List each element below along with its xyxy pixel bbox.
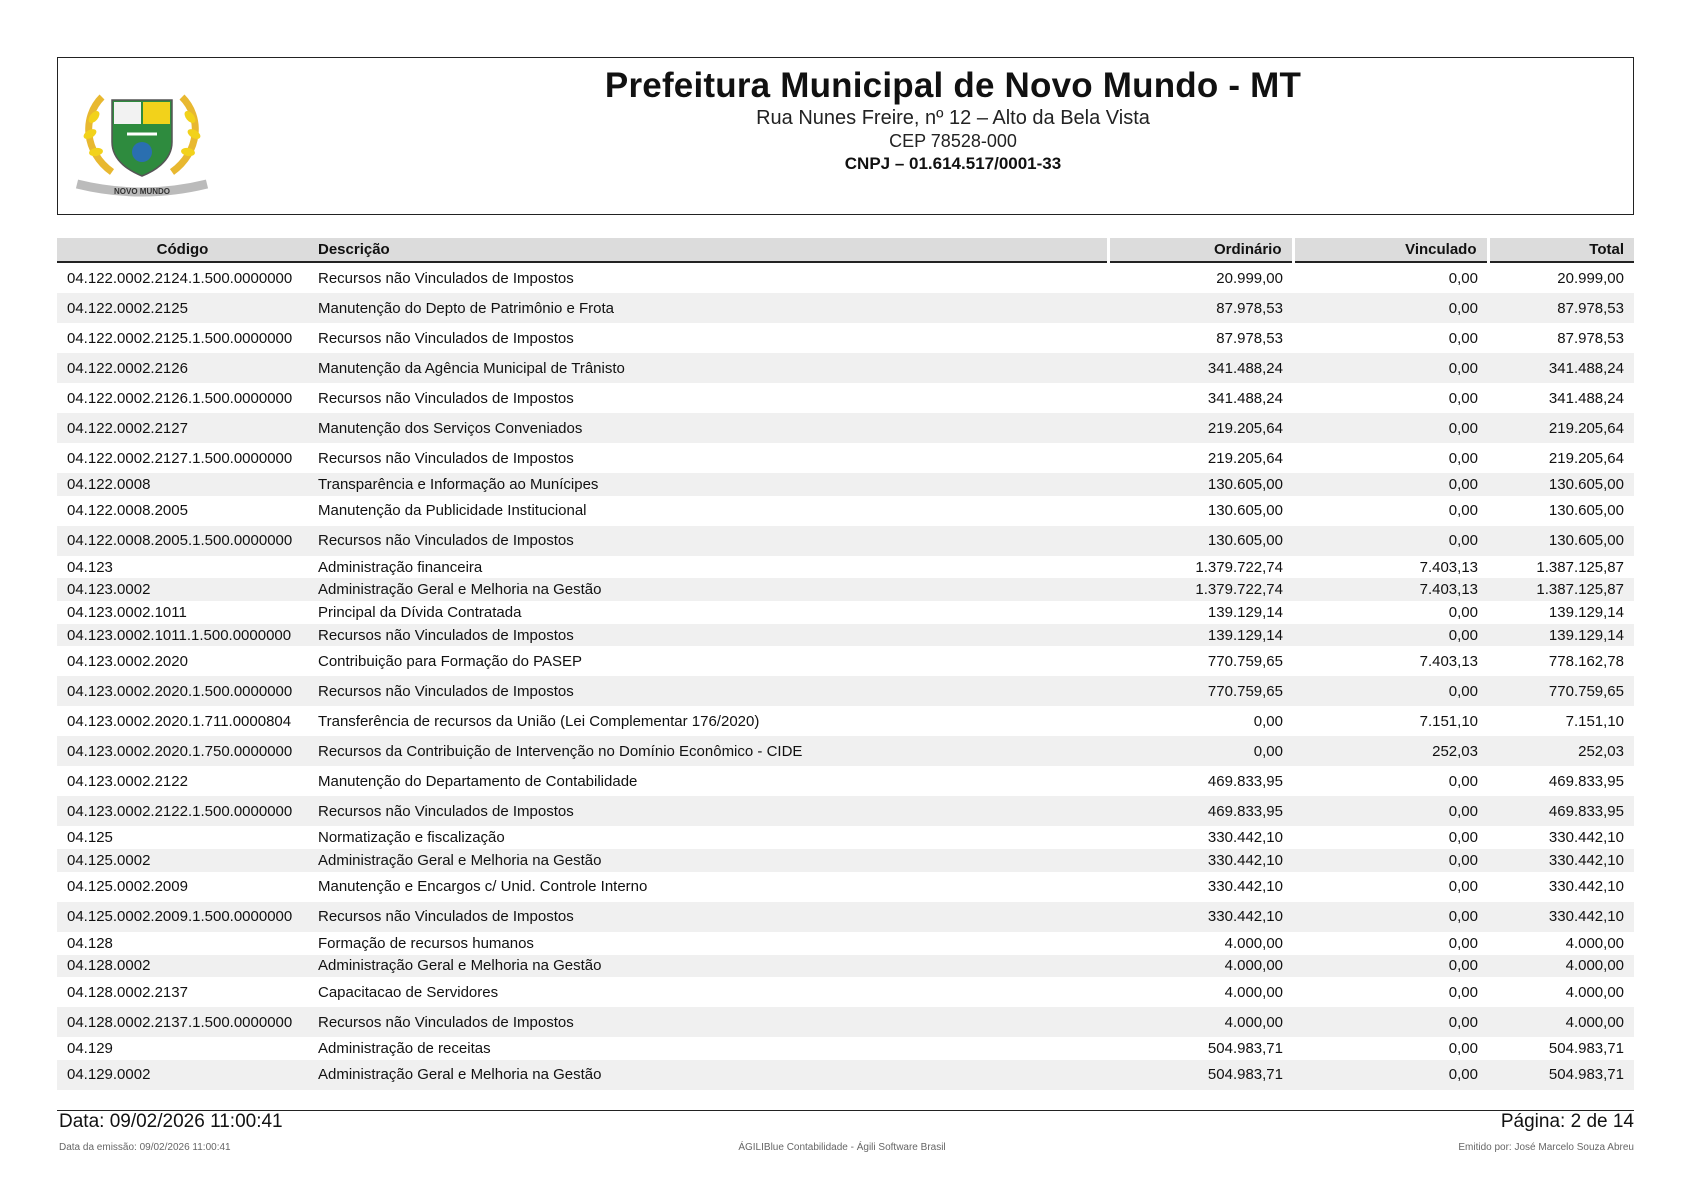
cell-vinculado: 7.403,13 (1419, 558, 1478, 576)
table-row (57, 955, 1634, 978)
footer-divider (57, 1110, 1634, 1111)
cell-total: 130.605,00 (1488, 473, 1634, 496)
cell-ordinario: 219.205,64 (1108, 413, 1293, 443)
address: Rua Nunes Freire, nº 12 – Alto da Bela Vista (756, 107, 1150, 129)
footer-date: Data: 09/02/2026 11:00:41 (59, 1111, 283, 1132)
cell-ordinario: 469.833,95 (1108, 796, 1293, 826)
cell-descricao: Recursos não Vinculados de Impostos (318, 389, 574, 407)
cell-codigo: 04.123.0002.2020.1.711.0000804 (67, 712, 292, 730)
cell-total: 1.387.125,87 (1488, 578, 1634, 601)
cell-descricao: Recursos não Vinculados de Impostos (308, 902, 1108, 932)
footer-emission-date: Data da emissão: 09/02/2026 11:00:41 (59, 1142, 231, 1153)
col-header-codigo: Código (57, 238, 308, 262)
cell-descricao: Recursos não Vinculados de Impostos (308, 676, 1108, 706)
budget-table (57, 238, 1634, 1090)
report-header (57, 57, 1634, 215)
cell-total: 469.833,95 (1548, 772, 1624, 790)
cell-ordinario: 770.759,65 (1207, 652, 1283, 670)
cell-descricao: Transparência e Informação ao Munícipes (308, 473, 1108, 496)
cell-vinculado: 0,00 (1293, 1060, 1488, 1090)
cell-ordinario: 139.129,14 (1207, 603, 1283, 621)
cell-descricao: Manutenção e Encargos c/ Unid. Controle Interno (318, 878, 648, 896)
cell-ordinario: 4.000,00 (1108, 1007, 1293, 1037)
table-row (57, 977, 1634, 1007)
cell-codigo: 04.122.0002.2125.1.500.0000000 (67, 329, 293, 347)
cell-codigo: 04.128.0002 (57, 955, 308, 978)
cell-total: 4.000,00 (1565, 934, 1624, 952)
cell-ordinario: 1.379.722,74 (1195, 558, 1283, 576)
cell-vinculado: 7.403,13 (1293, 578, 1488, 601)
cell-ordinario: 330.442,10 (1207, 878, 1283, 896)
cell-total: 330.442,10 (1488, 902, 1634, 932)
cell-descricao: Manutenção do Departamento de Contabilidade (318, 772, 638, 790)
cell-vinculado: 0,00 (1293, 955, 1488, 978)
cell-total: 87.978,53 (1557, 329, 1624, 347)
cell-ordinario: 330.442,10 (1207, 829, 1283, 847)
cell-vinculado: 7.403,13 (1419, 652, 1478, 670)
cell-ordinario: 770.759,65 (1108, 676, 1293, 706)
cell-codigo: 04.122.0002.2124.1.500.0000000 (67, 269, 293, 287)
cell-total: 4.000,00 (1488, 955, 1634, 978)
cell-total: 330.442,10 (1488, 849, 1634, 872)
cell-total: 1.387.125,87 (1536, 558, 1624, 576)
svg-text:NOVO MUNDO: NOVO MUNDO (114, 187, 170, 196)
cell-codigo: 04.125.0002.2009 (67, 878, 188, 896)
cell-descricao: Recursos da Contribuição de Intervenção no Domínio Econômico - CIDE (308, 736, 1108, 766)
cell-vinculado: 0,00 (1293, 353, 1488, 383)
cell-vinculado: 0,00 (1293, 526, 1488, 556)
cell-vinculado: 0,00 (1448, 772, 1478, 790)
cell-codigo: 04.122.0002.2127.1.500.0000000 (67, 449, 293, 467)
cell-codigo: 04.125 (67, 829, 113, 847)
cell-ordinario: 130.605,00 (1108, 473, 1293, 496)
cell-codigo: 04.123.0002.2020 (67, 652, 188, 670)
footer-issued-by: Emitido por: José Marcelo Souza Abreu (1458, 1142, 1634, 1153)
cell-codigo: 04.123.0002.2122 (67, 772, 188, 790)
cell-vinculado: 252,03 (1293, 736, 1488, 766)
cell-vinculado: 0,00 (1448, 983, 1478, 1001)
cell-codigo: 04.123.0002.1011 (67, 603, 187, 621)
cell-total: 4.000,00 (1488, 1007, 1634, 1037)
cell-codigo: 04.122.0008 (57, 473, 308, 496)
cell-codigo: 04.122.0002.2126.1.500.0000000 (67, 389, 293, 407)
cell-ordinario: 504.983,71 (1207, 1040, 1283, 1058)
table-header-row (57, 238, 1634, 262)
cell-codigo: 04.125.0002 (57, 849, 308, 872)
cell-total: 504.983,71 (1548, 1040, 1624, 1058)
cell-ordinario: 130.605,00 (1207, 502, 1283, 520)
cell-codigo: 04.122.0002.2127 (57, 413, 308, 443)
table-row (57, 676, 1634, 706)
cell-ordinario: 330.442,10 (1108, 902, 1293, 932)
cell-ordinario: 87.978,53 (1216, 329, 1283, 347)
table-row (57, 601, 1634, 624)
cell-descricao: Recursos não Vinculados de Impostos (308, 624, 1108, 647)
cell-total: 130.605,00 (1548, 502, 1624, 520)
cell-codigo: 04.122.0002.2126 (57, 353, 308, 383)
cell-total: 87.978,53 (1488, 293, 1634, 323)
cell-codigo: 04.128.0002.2137 (67, 983, 188, 1001)
cell-ordinario: 130.605,00 (1108, 526, 1293, 556)
cell-codigo: 04.123.0002.1011.1.500.0000000 (57, 624, 308, 647)
table-row (57, 383, 1634, 413)
cell-vinculado: 0,00 (1293, 624, 1488, 647)
cell-descricao: Principal da Dívida Contratada (318, 603, 522, 621)
cell-descricao: Recursos não Vinculados de Impostos (318, 269, 574, 287)
cell-codigo: 04.123.0002.2020.1.500.0000000 (57, 676, 308, 706)
cell-total: 770.759,65 (1488, 676, 1634, 706)
cell-total: 7.151,10 (1565, 712, 1624, 730)
cell-codigo: 04.123 (67, 558, 113, 576)
cell-descricao: Administração financeira (318, 558, 483, 576)
cell-total: 139.129,14 (1548, 603, 1624, 621)
cell-ordinario: 504.983,71 (1108, 1060, 1293, 1090)
cell-descricao: Recursos não Vinculados de Impostos (308, 1007, 1108, 1037)
cell-ordinario: 139.129,14 (1108, 624, 1293, 647)
cell-vinculado: 0,00 (1293, 849, 1488, 872)
table-row (57, 496, 1634, 526)
col-header-vinculado: Vinculado (1293, 238, 1488, 262)
cell-total: 219.205,64 (1548, 449, 1624, 467)
cell-vinculado: 0,00 (1448, 603, 1478, 621)
cell-vinculado: 0,00 (1293, 796, 1488, 826)
report-title: Prefeitura Municipal de Novo Mundo - MT (604, 66, 1302, 105)
cell-descricao: Manutenção da Publicidade Institucional (318, 502, 587, 520)
cell-total: 130.605,00 (1488, 526, 1634, 556)
col-header-descricao: Descrição (308, 238, 1108, 262)
cell-ordinario: 0,00 (1108, 736, 1293, 766)
cell-total: 4.000,00 (1565, 983, 1624, 1001)
cell-vinculado: 0,00 (1293, 293, 1488, 323)
footer-software: ÁGILIBlue Contabilidade - Ágili Software Brasil (738, 1142, 946, 1153)
table-row (57, 473, 1634, 496)
cell-codigo: 04.122.0008.2005 (67, 502, 188, 520)
cell-ordinario: 341.488,24 (1207, 389, 1283, 407)
table-row (57, 323, 1634, 353)
cell-vinculado: 0,00 (1448, 502, 1478, 520)
cell-total: 341.488,24 (1488, 353, 1634, 383)
cell-total: 330.442,10 (1548, 878, 1624, 896)
table-row (57, 646, 1634, 676)
cell-vinculado: 0,00 (1448, 449, 1478, 467)
cell-ordinario: 341.488,24 (1108, 353, 1293, 383)
cell-ordinario: 4.000,00 (1224, 934, 1283, 952)
cell-codigo: 04.129 (67, 1040, 113, 1058)
cep: CEP 78528-000 (889, 131, 1017, 151)
cell-codigo: 04.125.0002.2009.1.500.0000000 (57, 902, 308, 932)
cell-ordinario: 20.999,00 (1216, 269, 1283, 287)
cell-total: 778.162,78 (1548, 652, 1624, 670)
cell-descricao: Normatização e fiscalização (318, 829, 505, 847)
cell-vinculado: 0,00 (1448, 829, 1478, 847)
cell-descricao: Administração de receitas (318, 1040, 491, 1058)
cell-codigo: 04.122.0002.2125 (57, 293, 308, 323)
cell-ordinario: 330.442,10 (1108, 849, 1293, 872)
cnpj: CNPJ – 01.614.517/0001-33 (844, 154, 1062, 173)
cell-codigo: 04.123.0002 (57, 578, 308, 601)
col-header-ordinario: Ordinário (1108, 238, 1293, 262)
cell-descricao: Administração Geral e Melhoria na Gestão (308, 849, 1108, 872)
table-row (57, 1007, 1634, 1037)
cell-descricao: Contribuição para Formação do PASEP (318, 652, 583, 670)
cell-total: 330.442,10 (1548, 829, 1624, 847)
cell-descricao: Transferência de recursos da União (Lei Complementar 176/2020) (318, 712, 760, 730)
footer-page-number: Página: 2 de 14 (1500, 1111, 1634, 1132)
table-row (57, 293, 1634, 323)
table-row (57, 443, 1634, 473)
table-row (57, 1060, 1634, 1090)
cell-vinculado: 0,00 (1448, 269, 1478, 287)
cell-vinculado: 0,00 (1448, 329, 1478, 347)
cell-total: 469.833,95 (1488, 796, 1634, 826)
cell-ordinario: 4.000,00 (1108, 955, 1293, 978)
table-row (57, 872, 1634, 902)
table-row (57, 736, 1634, 766)
table-row (57, 766, 1634, 796)
cell-vinculado: 0,00 (1293, 902, 1488, 932)
table-row (57, 526, 1634, 556)
table-row (57, 353, 1634, 383)
table-row (57, 578, 1634, 601)
cell-descricao: Administração Geral e Melhoria na Gestão (308, 955, 1108, 978)
cell-descricao: Recursos não Vinculados de Impostos (308, 526, 1108, 556)
table-row (57, 556, 1634, 579)
cell-total: 219.205,64 (1488, 413, 1634, 443)
cell-total: 341.488,24 (1548, 389, 1624, 407)
cell-descricao: Administração Geral e Melhoria na Gestão (308, 578, 1108, 601)
col-header-total: Total (1488, 238, 1634, 262)
cell-codigo: 04.123.0002.2122.1.500.0000000 (57, 796, 308, 826)
cell-codigo: 04.128.0002.2137.1.500.0000000 (57, 1007, 308, 1037)
cell-vinculado: 0,00 (1293, 413, 1488, 443)
cell-vinculado: 0,00 (1448, 934, 1478, 952)
cell-descricao: Manutenção da Agência Municipal de Trânisto (308, 353, 1108, 383)
cell-vinculado: 0,00 (1448, 389, 1478, 407)
table-row (57, 413, 1634, 443)
cell-total: 252,03 (1488, 736, 1634, 766)
table-row (57, 262, 1634, 293)
cell-vinculado: 0,00 (1293, 676, 1488, 706)
cell-total: 20.999,00 (1557, 269, 1624, 287)
table-row (57, 796, 1634, 826)
cell-vinculado: 0,00 (1293, 473, 1488, 496)
cell-descricao: Manutenção dos Serviços Conveniados (308, 413, 1108, 443)
cell-vinculado: 0,00 (1448, 878, 1478, 896)
cell-vinculado: 7.151,10 (1419, 712, 1478, 730)
cell-total: 504.983,71 (1488, 1060, 1634, 1090)
cell-codigo: 04.128 (67, 934, 113, 952)
table-row (57, 624, 1634, 647)
cell-ordinario: 87.978,53 (1108, 293, 1293, 323)
table-row (57, 932, 1634, 955)
table-row (57, 902, 1634, 932)
cell-descricao: Manutenção do Depto de Patrimônio e Frota (308, 293, 1108, 323)
cell-descricao: Administração Geral e Melhoria na Gestão (308, 1060, 1108, 1090)
table-row (57, 826, 1634, 849)
cell-codigo: 04.123.0002.2020.1.750.0000000 (57, 736, 308, 766)
cell-ordinario: 1.379.722,74 (1108, 578, 1293, 601)
cell-descricao: Recursos não Vinculados de Impostos (318, 449, 574, 467)
cell-descricao: Capacitacao de Servidores (318, 983, 499, 1001)
cell-ordinario: 219.205,64 (1207, 449, 1283, 467)
table-row (57, 706, 1634, 736)
table-row (57, 1037, 1634, 1060)
cell-ordinario: 0,00 (1253, 712, 1283, 730)
cell-ordinario: 469.833,95 (1207, 772, 1283, 790)
cell-vinculado: 0,00 (1293, 1007, 1488, 1037)
cell-vinculado: 0,00 (1448, 1040, 1478, 1058)
table-row (57, 849, 1634, 872)
cell-descricao: Formação de recursos humanos (318, 934, 534, 952)
cell-total: 139.129,14 (1488, 624, 1634, 647)
cell-codigo: 04.129.0002 (57, 1060, 308, 1090)
cell-codigo: 04.122.0008.2005.1.500.0000000 (57, 526, 308, 556)
cell-ordinario: 4.000,00 (1224, 983, 1283, 1001)
cell-descricao: Recursos não Vinculados de Impostos (318, 329, 574, 347)
cell-descricao: Recursos não Vinculados de Impostos (308, 796, 1108, 826)
